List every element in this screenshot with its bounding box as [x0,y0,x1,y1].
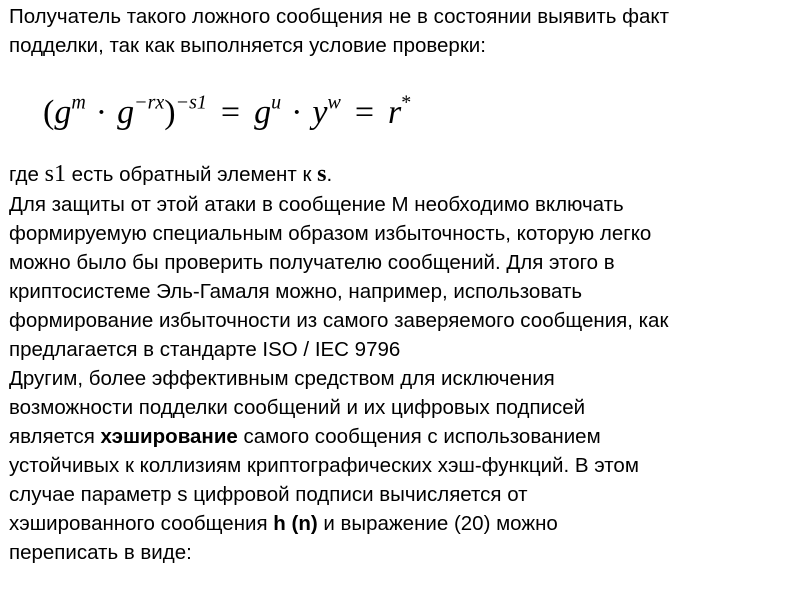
formula-exp-u: u [271,91,282,114]
paragraph2-line6: предлагается в стандарте ISO / IEC 9796 [9,338,401,361]
where-middle: есть обратный элемент к [65,163,318,186]
formula-dot2: · [291,94,303,131]
formula-g2: g [117,94,135,131]
paragraph3-line3-prefix: является [9,425,101,448]
hashing-term: хэширование [100,425,238,448]
formula-r: r [388,94,402,131]
formula-close-paren: ) [164,94,176,131]
formula-exp-rx: −rx [134,91,165,114]
formula-eq2: = [354,94,375,131]
where-prefix: где [9,163,45,186]
paragraph3-line7: переписать в виде: [9,541,192,564]
paragraph1-line2: подделки, так как выполняется условие проверки: [9,34,486,57]
paragraph3-line5: случае параметр s цифровой подписи вычисляется от [9,483,528,506]
verification-formula [43,80,411,146]
formula-dot1: · [95,94,108,131]
formula-exp-w: w [327,91,341,114]
paragraph2-line1: Для защиты от этой атаки в сообщение М необходимо включать [9,193,624,216]
formula-exp-m: m [71,91,86,114]
formula-g3: g [254,94,272,131]
paragraph3-line2: возможности подделки сообщений и их цифровых подписей [9,396,586,419]
paragraph2-line2: формируемую специальным образом избыточность, которую легко [9,222,652,245]
paragraph2-line3: можно было бы проверить получателю сообщений. Для этого в [9,251,615,274]
paragraph3-line1: Другим, более эффективным средством для исключения [9,367,555,390]
where-suffix: . [326,163,333,186]
where-line [9,160,332,189]
formula-g1: g [54,94,72,131]
paragraph2-line4: криптосистеме Эль-Гамаля можно, например, использовать [9,280,583,303]
paragraph3-line6 [9,509,558,538]
formula-y: y [312,94,328,131]
slide-page [9,0,795,600]
paragraph3-line4: устойчивых к коллизиям криптографических хэш-функций. В этом [9,454,639,477]
paragraph3-line6-prefix: хэшированного сообщения [9,512,274,535]
hash-function-term: h (n) [273,512,318,535]
formula-open-paren: ( [43,94,55,131]
formula-exp-s1: −s1 [175,91,207,114]
paragraph3-line3 [9,422,601,451]
formula-eq1: = [220,94,241,131]
paragraph3-line6-suffix: и выражение (20) можно [317,512,558,535]
paragraph3-line3-suffix: самого сообщения с использованием [237,425,601,448]
formula-exp-star: * [401,91,412,114]
where-s-var: s [317,161,327,187]
paragraph1-line1: Получатель такого ложного сообщения не в состоянии выявить факт [9,5,669,28]
where-s1-var: s1 [44,161,66,187]
paragraph2-line5: формирование избыточности из самого заверяемого сообщения, как [9,309,669,332]
